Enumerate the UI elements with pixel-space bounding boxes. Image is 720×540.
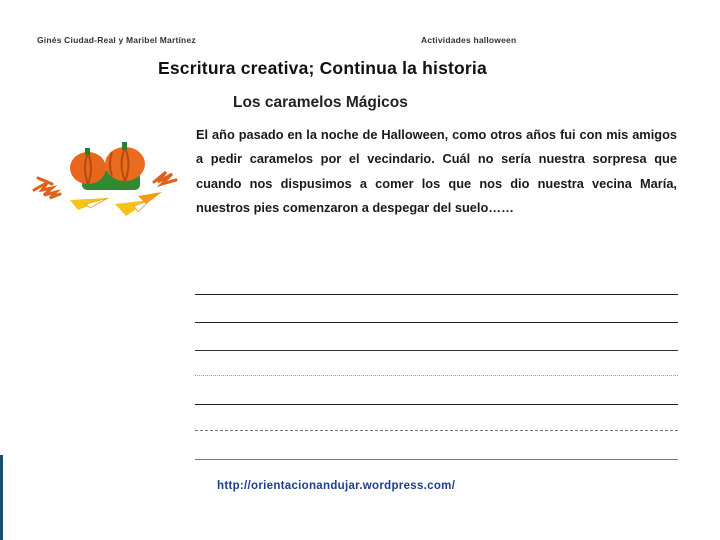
leaf-spray-left-icon xyxy=(34,178,60,198)
pumpkin-right-icon xyxy=(105,142,145,181)
writing-line xyxy=(195,350,678,351)
leaf-spray-right-icon xyxy=(154,172,176,184)
pumpkin-candy-icon xyxy=(30,138,180,218)
writing-line xyxy=(195,294,678,295)
writing-line xyxy=(195,459,678,460)
page-title: Escritura creativa; Continua la historia xyxy=(158,58,487,78)
story-paragraph: El año pasado en la noche de Halloween, como otros años fui con mis amigos a pedir caramelos por el vecindario. Cuál no sería nuestra sorpresa que cuando nos dispusimos a comer los que nos dio nuestra vecina María, nuestros pies comenzaron a despegar del suelo…… xyxy=(196,127,677,215)
header-author: Ginés Ciudad-Real y Maribel Martínez xyxy=(37,35,196,45)
source-url-link[interactable]: http://orientacionandujar.wordpress.com/ xyxy=(217,480,456,492)
writing-line xyxy=(195,404,678,405)
story-title: Los caramelos Mágicos xyxy=(233,94,408,111)
slide-accent-bar xyxy=(0,455,3,540)
header-topic: Actividades halloween xyxy=(421,35,517,45)
candy-corn-icon xyxy=(70,192,162,216)
writing-line xyxy=(195,375,678,376)
pumpkin-left-icon xyxy=(70,148,106,184)
writing-line xyxy=(195,322,678,323)
writing-line xyxy=(195,430,678,431)
